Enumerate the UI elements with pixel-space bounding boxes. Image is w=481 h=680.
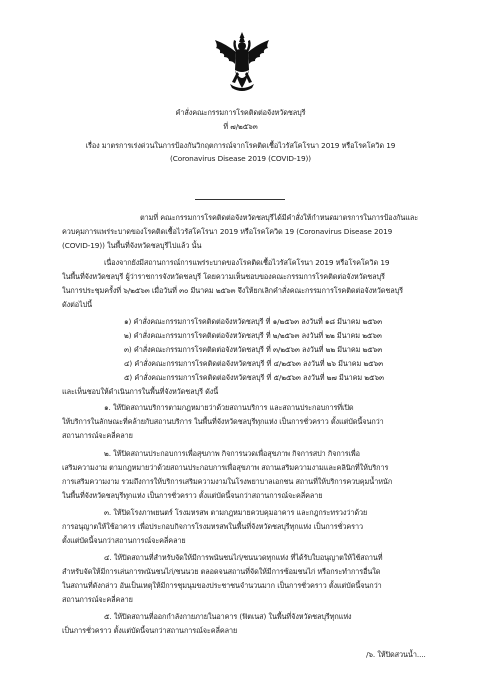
measure-line: เป็นการชั่วคราว ตั้งแต่บัดนี้จนกว่าสถานการณ์จะคลี่คลาย [62,626,238,635]
measure-line: ในพื้นที่จังหวัดชลบุรีทุกแห่ง เป็นการชั่วคราว ตั้งแต่บัดนี้จนกว่าสถานการณ์จะคลี่คลาย [62,491,323,500]
cancelled-order-item: ๒) คำสั่งคณะกรรมการโรคติดต่อจังหวัดชลบุรี ที่ ๒/๒๕๖๓ ลงวันที่ ๒๒ มีนาคม ๒๕๖๓ [124,331,382,340]
order-number: ที่ ๗/๒๕๖๓ [223,122,258,131]
intro-line: (COVID-19)) ในพื้นที่จังหวัดชลบุรีไปแล้ว นั้น [62,241,202,250]
cancelled-order-item: ๕) คำสั่งคณะกรรมการโรคติดต่อจังหวัดชลบุรี ที่ ๕/๒๕๖๓ ลงวันที่ ๒๗ มีนาคม ๒๕๖๓ [124,373,384,382]
measure-line: ๑. ให้ปิดสถานบริการตามกฎหมายว่าด้วยสถานบริการ และสถานประกอบการที่เปิด [104,403,354,412]
measure-line: ๒. ให้ปิดสถานประกอบการเพื่อสุขภาพ กิจการนวดเพื่อสุขภาพ กิจการสปา กิจการเพื่อ [104,449,360,458]
para-line: ในการประชุมครั้งที่ ๖/๒๕๖๓ เมื่อวันที่ ๓๐ มีนาคม ๒๕๖๓ จึงให้ยกเลิกคำสั่งคณะกรรมการโรคติดต่อจังหวัดชลบุรี [62,286,403,295]
measure-line: ให้บริการในลักษณะที่คล้ายกับสถานบริการ ในพื้นที่จังหวัดชลบุรีทุกแห่ง เป็นการชั่วคราว ตั้งแต่บัดนี้จนกว่า [62,417,384,426]
measure-line: สำหรับจัดให้มีการเล่นการพนันชนไก่/ชนนวย ตลอดจนสถานที่จัดให้มีการซ้อมชนไก่ หรือกระทำการอื่นใด [62,567,381,576]
garuda-emblem-icon [212,30,272,96]
measure-line: การเสริมความงาม รวมถึงการให้บริการเสริมความงามในโรงพยาบาลเอกชน สถานที่ให้บริการควบคุมน้ำหนัก [62,477,393,486]
measure-line: เสริมความงาม ตามกฎหมายว่าด้วยสถานประกอบการเพื่อสุขภาพ สถานเสริมความงามและคลินิกที่ให้บริการ [62,463,389,472]
measure-line: ๕. ให้ปิดสถานที่ออกกำลังกายภายในอาคาร (ฟิตเนส) ในพื้นที่จังหวัดชลบุรีทุกแห่ง [104,612,352,621]
order-subject: เรื่อง มาตรการเร่งด่วนในการป้องกันวิกฤตการณ์จากโรคติดเชื้อไวรัสโคโรนา 2019 หรือโรคโควิด 19 [85,141,396,150]
cancelled-order-item: ๑) คำสั่งคณะกรรมการโรคติดต่อจังหวัดชลบุรี ที่ ๑/๒๕๖๓ ลงวันที่ ๑๘ มีนาคม ๒๕๖๓ [124,317,383,326]
cancelled-order-item: ๓) คำสั่งคณะกรรมการโรคติดต่อจังหวัดชลบุรี ที่ ๓/๒๕๖๓ ลงวันที่ ๒๒ มีนาคม ๒๕๖๓ [124,345,383,354]
measure-line: ตั้งแต่บัดนี้จนกว่าสถานการณ์จะคลี่คลาย [62,536,186,545]
lead-in-line: และเห็นชอบให้ดำเนินการในพื้นที่จังหวัดชลบุรี ดังนี้ [62,387,219,396]
separator-line [195,199,285,200]
order-issuer: คำสั่งคณะกรรมการโรคติดต่อจังหวัดชลบุรี [175,108,306,117]
intro-line: ตามที่ คณะกรรมการโรคติดต่อจังหวัดชลบุรีได้มีคำสั่งให้กำหนดมาตรการในการป้องกันและ [140,213,419,222]
measure-line: ๔. ให้ปิดสถานที่สำหรับจัดให้มีการพนันชนไก่/ชนนวดทุกแห่ง ที่ได้รับใบอนุญาตให้ใช้สถานที่ [104,553,383,562]
intro-line: ควบคุมการแพร่ระบาดของโรคติดเชื้อไวรัสโคโรนา 2019 หรือโรคโควิด 19 (Coronavirus Disease 2019 [62,227,393,236]
para-line: ในพื้นที่จังหวัดชลบุรี ผู้ว่าราชการจังหวัดชลบุรี โดยความเห็นชอบของคณะกรรมการโรคติดต่อจังหวัดชลบุรี [62,272,385,281]
measure-line: การอนุญาตให้ใช้อาคาร เพื่อประกอบกิจการโรงมหรสพในพื้นที่จังหวัดชลบุรีทุกแห่ง เป็นการชั่วคราว [62,522,364,531]
measure-line: ๓. ให้ปิดโรงภาพยนตร์ โรงมหรสพ ตามกฎหมายควบคุมอาคาร และกฎกระทรวงว่าด้วย [104,508,368,517]
continuation-marker: /๖. ให้ปิดสวนน้ำ.... [366,650,426,659]
measure-line: สถานการณ์จะคลี่คลาย [62,595,133,604]
measure-line: สถานการณ์จะคลี่คลาย [62,431,133,440]
para-line: ดังต่อไปนี้ [62,300,93,309]
cancelled-order-item: ๔) คำสั่งคณะกรรมการโรคติดต่อจังหวัดชลบุรี ที่ ๔/๒๕๖๓ ลงวันที่ ๒๖ มีนาคม ๒๕๖๓ [124,359,384,368]
para-line: เนื่องจากยังมีสถานการณ์การแพร่ระบาดของโรคติดเชื้อไวรัสโคโรนา 2019 หรือโรคโควิด 19 [104,258,390,267]
order-subject-en: (Coronavirus Disease 2019 (COVID-19)) [169,154,312,163]
measure-line: ในสถานที่ดังกล่าว อันเป็นเหตุให้มีการชุมนุมของประชาชนจำนวนมาก เป็นการชั่วคราว ตั้งแต่บัดนี้จนกว่า [62,581,382,590]
